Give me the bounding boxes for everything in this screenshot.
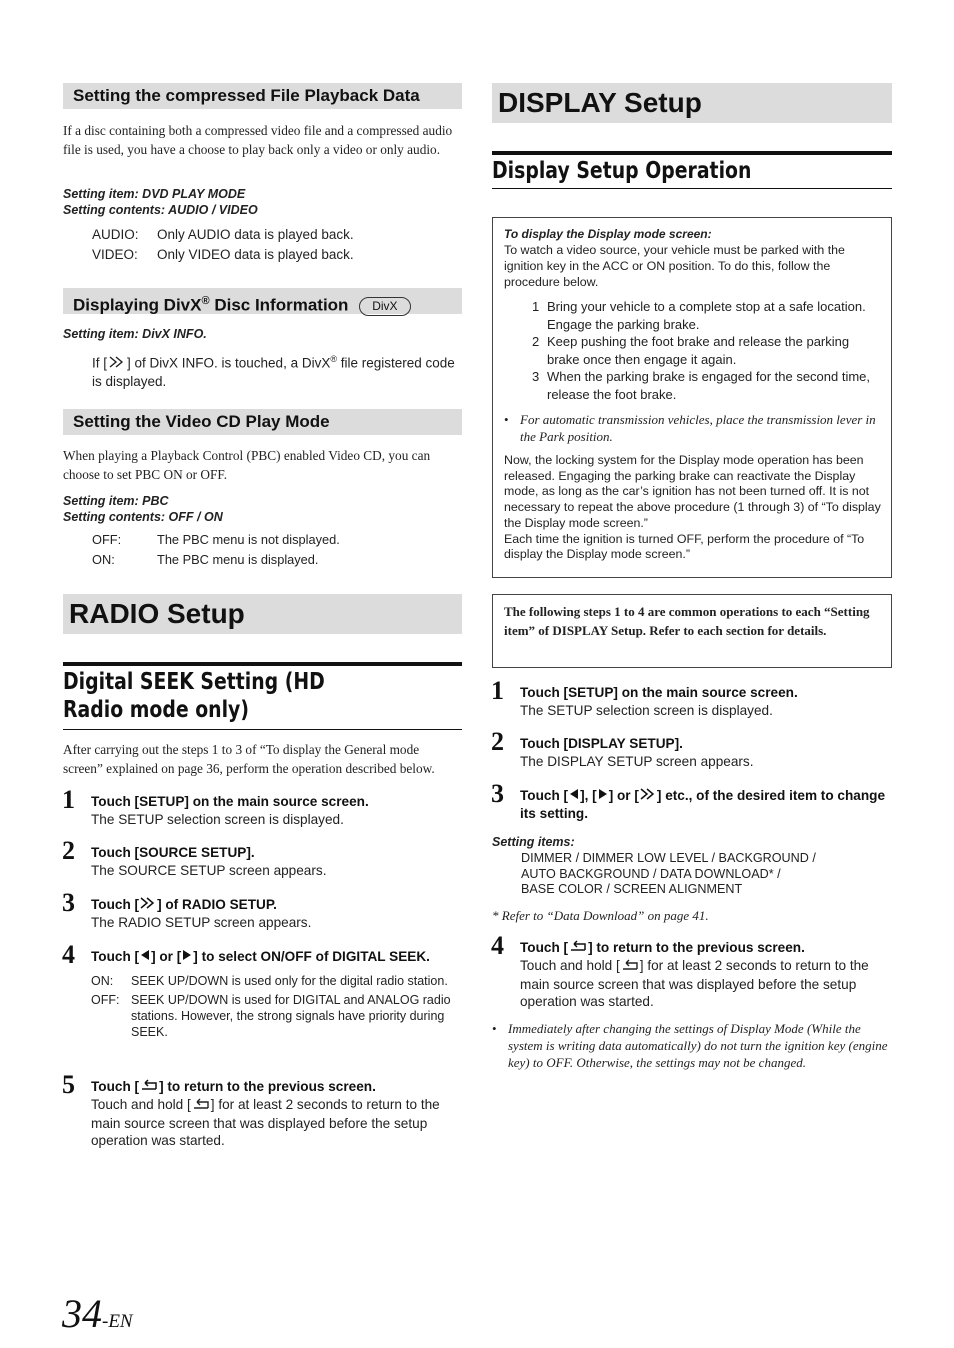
radio-subtitle: Digital SEEK Setting (HD Radio mode only) xyxy=(63,662,462,730)
common-steps-box: The following steps 1 to 4 are common operations to each “Setting item” of DISPLAY Setup. Refer to each section for details. xyxy=(492,594,892,668)
footnote: * Refer to “Data Download” on page 41. xyxy=(492,908,709,923)
vcd-contents: Setting contents: OFF / ON xyxy=(63,510,223,524)
box-para-2: Each time the ignition is turned OFF, perform the procedure of “To display the Display mode screen.” xyxy=(504,531,865,562)
display-subtitle: Display Setup Operation xyxy=(492,151,892,189)
display-setup-key-label: [DISPLAY SETUP] xyxy=(563,736,680,751)
list-item: 2 Keep pushing the foot brake and release the parking brake once then engage it again. xyxy=(532,334,850,367)
compressed-heading: Setting the compressed File Playback Data xyxy=(63,83,462,109)
double-chevron-right-icon xyxy=(139,896,157,914)
seek-options xyxy=(91,973,462,1040)
return-arrow-icon xyxy=(568,939,588,957)
divx-heading: Displaying DivX® Disc Information DivX xyxy=(63,288,462,314)
setup-key-label: [SETUP] xyxy=(563,685,618,700)
option-row: OFF: The PBC menu is not displayed. xyxy=(92,532,340,547)
list-item: 1 Bring your vehicle to a complete stop at a safe location. Engage the parking brake. xyxy=(532,299,866,332)
return-arrow-icon xyxy=(139,1078,159,1096)
vcd-options xyxy=(92,530,462,569)
box-steps xyxy=(532,298,881,403)
option-row: ON: SEEK UP/DOWN is used only for the digital radio station. xyxy=(91,974,448,989)
triangle-left-icon xyxy=(139,948,151,966)
radio-intro: After carrying out the steps 1 to 3 of “To display the General mode screen” explained on page 36, perform the operation described below. xyxy=(63,742,435,776)
radio-step-1: 1 Touch [SETUP] on the main source screen. The SETUP selection screen is displayed. xyxy=(62,785,369,827)
setup-key-label: [SETUP] xyxy=(134,794,189,809)
compressed-contents: Setting contents: AUDIO / VIDEO xyxy=(63,203,258,217)
option-row: OFF: SEEK UP/DOWN is used for DIGITAL and ANALOG radio stations. However, the strong signals have priority during SEEK. xyxy=(91,993,451,1040)
compressed-item: Setting item: DVD PLAY MODE xyxy=(63,187,246,201)
return-arrow-icon xyxy=(191,1097,211,1115)
display-mode-info-box xyxy=(492,217,892,578)
double-chevron-right-icon xyxy=(639,787,657,805)
radio-step-3: 3 Touch [ ] of RADIO SETUP. The RADIO SETUP screen appears. xyxy=(62,888,312,931)
option-row: ON: The PBC menu is displayed. xyxy=(92,551,319,567)
double-chevron-right-icon xyxy=(107,355,127,373)
divx-item: Setting item: DivX INFO. xyxy=(63,327,207,341)
option-row: AUDIO: Only AUDIO data is played back. xyxy=(92,227,354,242)
radio-setup-title: RADIO Setup xyxy=(63,594,462,634)
triangle-right-icon xyxy=(181,948,193,966)
box-para-1: Now, the locking system for the Display mode operation has been released. Engaging the parking brake can reactivate the Display mode, as long as the car’s ignition has not been turned off. It is not necessary to repeat the above procedure (1 through 3) of “To display the Display mode screen.” xyxy=(504,453,881,530)
setting-items-list: DIMMER / DIMMER LOW LEVEL / BACKGROUND / AUTO BACKGROUND / DATA DOWNLOAD* / BASE COLOR / SCREEN ALIGNMENT xyxy=(521,851,816,896)
option-row: VIDEO: Only VIDEO data is played back. xyxy=(92,246,354,262)
compressed-options xyxy=(92,225,462,264)
display-step-4: 4 Touch [ ] to return to the previous screen. Touch and hold [ ] for at least 2 seconds to return to the main source screen that was displayed before the setup operation was started. xyxy=(491,931,869,1010)
display-step-1: 1 Touch [SETUP] on the main source screen. The SETUP selection screen is displayed. xyxy=(491,676,798,718)
radio-step-2: 2 Touch [SOURCE SETUP]. The SOURCE SETUP screen appears. xyxy=(62,836,327,878)
divx-logo-badge: DivX xyxy=(359,297,410,316)
list-item: 3 When the parking brake is engaged for the second time, release the foot brake. xyxy=(532,369,871,402)
radio-step-5: 5 Touch [ ] to return to the previous screen. Touch and hold [ ] for at least 2 seconds to return to the main source screen that was displayed before the setup operation was started. xyxy=(62,1070,440,1149)
display-step-3: 3 Touch [ ], [ ] or [ ] etc., of the desired item to change its setting. xyxy=(491,779,886,822)
source-setup-key-label: [SOURCE SETUP] xyxy=(134,845,251,860)
vcd-item: Setting item: PBC xyxy=(63,494,169,508)
triangle-left-icon xyxy=(568,787,580,805)
triangle-right-icon xyxy=(597,787,609,805)
page-number: 34-EN xyxy=(62,1291,133,1336)
vcd-heading: Setting the Video CD Play Mode xyxy=(63,409,462,435)
box-intro: To watch a video source, your vehicle must be parked with the ignition key in the ACC or ON position. To do this, follow the procedure below. xyxy=(504,243,845,289)
box-bullet: • For automatic transmission vehicles, place the transmission lever in the Park position. xyxy=(504,412,876,444)
display-setup-title: DISPLAY Setup xyxy=(492,83,892,123)
display-step-2: 2 Touch [DISPLAY SETUP]. The DISPLAY SETUP screen appears. xyxy=(491,727,754,769)
radio-step-4: 4 Touch [ ] or [ ] to select ON/OFF of DIGITAL SEEK. ON: SEEK UP/DOWN is used only for the digital radio station. OFF: SEEK UP/DOWN is used for DIGITAL and ANALOG radio stations. However, the strong signals have priority during SEEK. xyxy=(63,948,462,1043)
setting-items-label: Setting items: xyxy=(492,835,575,849)
vcd-body: When playing a Playback Control (PBC) enabled Video CD, you can choose to set PBC ON or OFF. xyxy=(63,448,431,482)
final-bullet: • Immediately after changing the settings of Display Mode (While the system is writing data automatically) do not turn the ignition key (engine key) to OFF. Otherwise, the settings may not be changed. xyxy=(492,1021,888,1070)
box-heading: To display the Display mode screen: xyxy=(504,227,712,241)
divx-body: If [ ] of DivX INFO. is touched, a DivX® file registered code is displayed. xyxy=(92,354,455,389)
compressed-body: If a disc containing both a compressed video file and a compressed audio file is used, you have a choose to play back only a video or only audio. xyxy=(63,123,453,157)
return-arrow-icon xyxy=(620,958,640,976)
